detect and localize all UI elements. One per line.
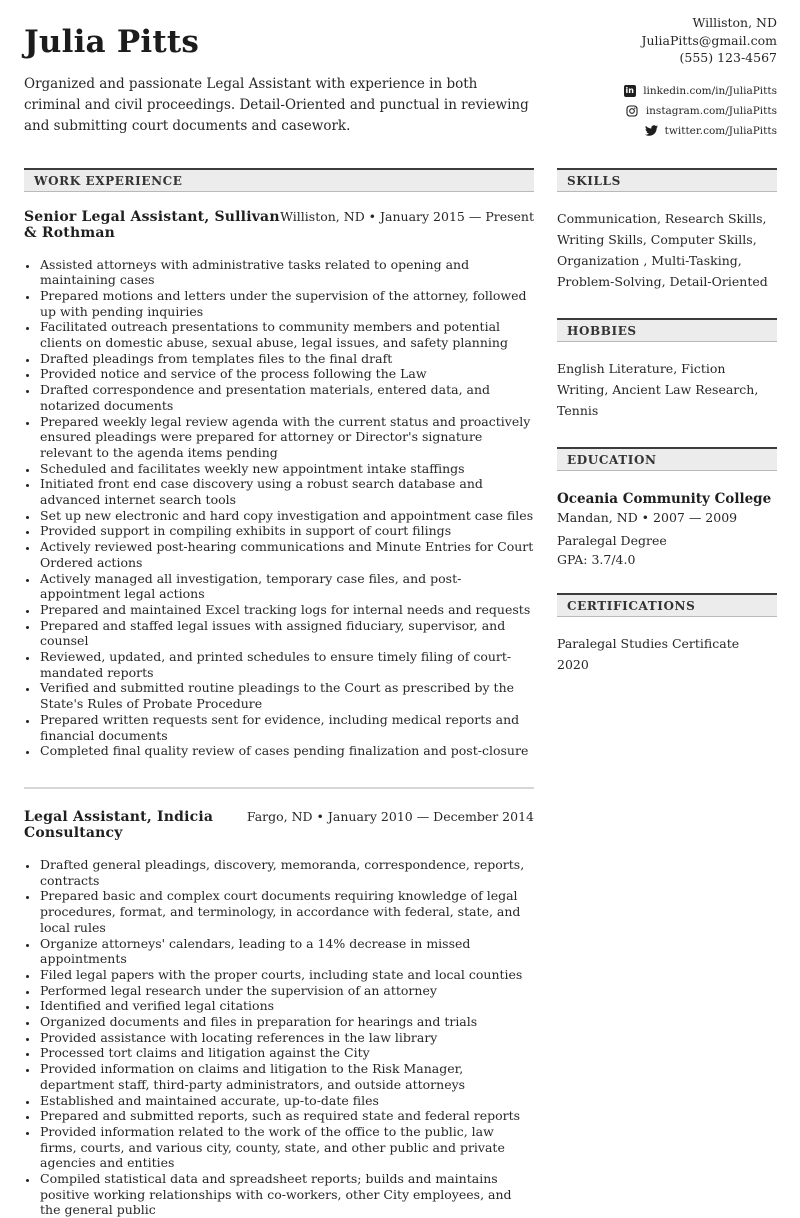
job-1-meta: Williston, ND • January 2015 — Present [280,209,534,224]
bullet-item: • Identified and verified legal citations [38,998,534,1014]
bullet-item: • Set up new electronic and hard copy investigation and appointment case files [38,508,534,524]
bullet-item: • Performed legal research under the supervision of an attorney [38,983,534,999]
bullet-item: • Prepared written requests sent for evidence, including medical reports and financial documents [38,712,534,743]
bullet-item: • Processed tort claims and litigation against the City [38,1045,534,1061]
bullet-item: • Drafted pleadings from templates files to the final draft [38,351,534,367]
job-1-head [24,209,534,241]
education-header: EDUCATION [557,447,777,471]
bullet-item: • Prepared and maintained Excel tracking logs for internal needs and requests [38,602,534,618]
certification-name: Paralegal Studies Certificate [557,636,777,651]
bullet-item: • Assisted attorneys with administrative tasks related to opening and maintaining cases [38,257,534,288]
bullet-item: • Actively reviewed post-hearing communications and Minute Entries for Court Ordered actions [38,539,534,570]
instagram-icon [626,104,639,117]
bullet-item: • Prepared basic and complex court documents requiring knowledge of legal procedures, format, and terminology, in accordance with federal, state, and local rules [38,888,534,935]
education-section [557,447,777,567]
work-experience-header: WORK EXPERIENCE [24,168,534,192]
job-2-head [24,809,534,841]
header-left [24,14,534,141]
header [24,14,777,141]
contact-phone: (555) 123-4567 [547,49,777,67]
skills-header: SKILLS [557,168,777,192]
linkedin-link[interactable] [547,81,777,101]
linkedin-label: linkedin.com/in/JuliaPitts [643,85,777,97]
twitter-icon [645,124,658,137]
twitter-link[interactable] [547,121,777,141]
bullet-item: • Prepared and submitted reports, such as required state and federal reports [38,1108,534,1124]
bullet-item: • Facilitated outreach presentations to community members and potential clients on domestic abuse, sexual abuse, legal issues, and safety planning [38,319,534,350]
hobbies-text: English Literature, Fiction Writing, Ancient Law Research, Tennis [557,358,777,421]
bullet-item: • Verified and submitted routine pleadings to the Court as prescribed by the State's Rules of Probate Procedure [38,680,534,711]
body-columns [24,168,777,1218]
education-meta: Mandan, ND • 2007 — 2009 [557,510,777,525]
instagram-label: instagram.com/JuliaPitts [646,105,777,117]
bullet-item: • Drafted correspondence and presentation materials, entered data, and notarized documents [38,382,534,413]
bullet-item: • Scheduled and facilitates weekly new appointment intake staffings [38,461,534,477]
certifications-header: CERTIFICATIONS [557,593,777,617]
contact-location: Williston, ND [547,14,777,32]
hobbies-header: HOBBIES [557,318,777,342]
summary-text: Organized and passionate Legal Assistant with experience in both criminal and civil proceedings. Detail-Oriented and punctual in reviewing and submitting court documents and casework. [24,74,534,137]
education-degree: Paralegal Degree [557,533,777,548]
education-gpa: GPA: 3.7/4.0 [557,552,777,567]
hobbies-section [557,318,777,421]
sidebar-column [557,168,777,1218]
candidate-name: Julia Pitts [24,24,534,60]
bullet-item: • Organized documents and files in preparation for hearings and trials [38,1014,534,1030]
job-2-title: Legal Assistant, Indicia Consultancy [24,809,247,841]
bullet-item: • Drafted general pleadings, discovery, memoranda, correspondence, reports, contracts [38,857,534,888]
bullet-item: • Completed final quality review of cases pending finalization and post-closure [38,743,534,759]
header-right [547,14,777,141]
bullet-item: • Filed legal papers with the proper courts, including state and local counties [38,967,534,983]
bullet-item: • Prepared motions and letters under the supervision of the attorney, followed up with pending inquiries [38,288,534,319]
bullet-item: • Initiated front end case discovery using a robust search database and advanced internet search tools [38,476,534,507]
bullet-item: • Provided assistance with locating references in the law library [38,1030,534,1046]
bullet-item: • Prepared weekly legal review agenda with the current status and proactively ensured pleadings were prepared for attorney or Director's signature relevant to the agenda items pending [38,414,534,461]
twitter-label: twitter.com/JuliaPitts [665,125,777,137]
bullet-item: • Provided information on claims and litigation to the Risk Manager, department staff, third-party administrators, and outside attorneys [38,1061,534,1092]
bullet-item: • Provided notice and service of the process following the Law [38,366,534,382]
job-divider [24,787,534,789]
linkedin-icon: in [623,84,636,97]
bullet-item: • Provided information related to the work of the office to the public, law firms, courts, and various city, county, state, and other public and private agencies and entities [38,1124,534,1171]
bullet-item: • Actively managed all investigation, temporary case files, and post-appointment legal actions [38,571,534,602]
job-2-meta: Fargo, ND • January 2010 — December 2014 [247,809,534,824]
certifications-section [557,593,777,672]
instagram-link[interactable] [547,101,777,121]
job-entry-1 [24,209,534,760]
bullet-item: • Prepared and staffed legal issues with assigned fiduciary, supervisor, and counsel [38,618,534,649]
bullet-item: • Organize attorneys' calendars, leading to a 14% decrease in missed appointments [38,936,534,967]
education-school: Oceania Community College [557,491,777,507]
contact-email[interactable]: JuliaPitts@gmail.com [547,32,777,50]
skills-text: Communication, Research Skills, Writing Skills, Computer Skills, Organization , Multi-Tasking, Problem-Solving, Detail-Oriented [557,208,777,292]
bullet-item: • Compiled statistical data and spreadsheet reports; builds and maintains positive working relationships with co-workers, other City employees, and the general public [38,1171,534,1218]
main-column [24,168,534,1218]
bullet-item: • Provided support in compiling exhibits in support of court filings [38,523,534,539]
social-links [547,81,777,141]
certification-year: 2020 [557,657,777,672]
bullet-item: • Established and maintained accurate, up-to-date files [38,1093,534,1109]
job-2-bullets [24,857,534,1218]
job-1-title: Senior Legal Assistant, Sullivan & Rothman [24,209,280,241]
job-entry-2 [24,809,534,1218]
skills-section [557,168,777,292]
job-1-bullets [24,257,534,760]
bullet-item: • Reviewed, updated, and printed schedules to ensure timely filing of court-mandated reports [38,649,534,680]
